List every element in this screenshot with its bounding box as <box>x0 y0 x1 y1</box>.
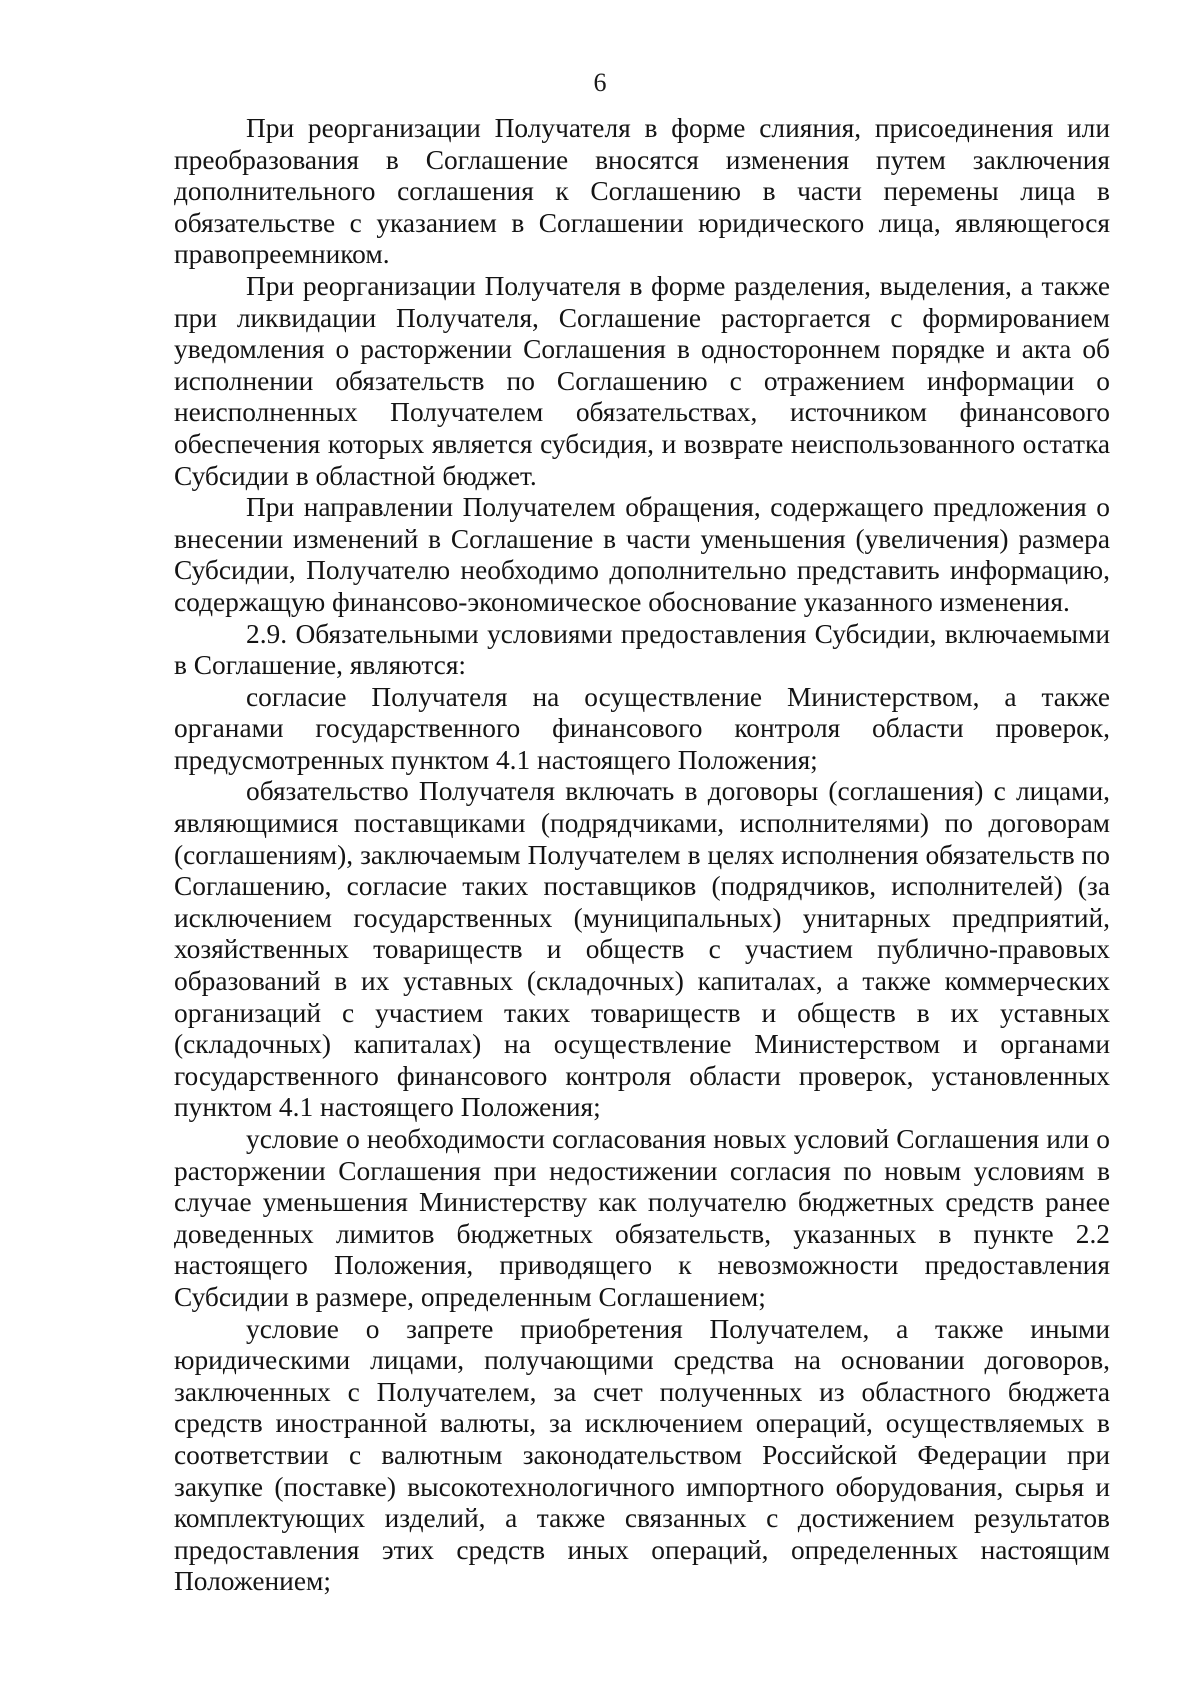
paragraph-new-conditions: условие о необходимости согласования новых условий Соглашения или о расторжении Соглашения при недостижении согласия по новым условиям в случае уменьшения Министерству как получателю бюджетных средств ранее доведенных лимитов бюджетных обязательств, указанных в пункте 2.2 настоящего Положения, приводящего к невозможности предоставления Субсидии в размере, определенным Соглашением; <box>174 1124 1110 1312</box>
paragraph-currency-prohibition: условие о запрете приобретения Получателем, а также иными юридическими лицами, получающими средства на основании договоров, заключенных с Получателем, за счет полученных из областного бюджета средств иностранной валюты, за исключением операций, осуществляемых в соответствии с валютным законодательством Российской Федерации при закупке (поставке) высокотехнологичного импортного оборудования, сырья и комплектующих изделий, а также связанных с достижением результатов предоставления этих средств иных операций, определенных настоящим Положением; <box>174 1313 1110 1597</box>
paragraph-section-2-9: 2.9. Обязательными условиями предоставления Субсидии, включаемыми в Соглашение, являются: <box>174 618 1110 681</box>
paragraph-consent-inspections: согласие Получателя на осуществление Министерством, а также органами государственного финансового контроля области проверок, предусмотренных пунктом 4.1 настоящего Положения; <box>174 681 1110 775</box>
paragraph-reorganization-merger: При реорганизации Получателя в форме слияния, присоединения или преобразования в Соглашение вносятся изменения путем заключения дополнительного соглашения к Соглашению в части перемены лица в обязательстве с указанием в Соглашении юридического лица, являющегося правопреемником. <box>174 113 1110 270</box>
paragraph-reorganization-division: При реорганизации Получателя в форме разделения, выделения, а также при ликвидации Получателя, Соглашение расторгается с формированием уведомления о расторжении Соглашения в одностороннем порядке и акта об исполнении обязательств по Соглашению с отражением информации о неисполненных Получателем обязательствах, источником финансового обеспечения которых является субсидия, и возврате неиспользованного остатка Субсидии в областной бюджет. <box>174 270 1110 491</box>
page-number: 6 <box>593 68 607 97</box>
paragraph-subsidy-change-request: При направлении Получателем обращения, содержащего предложения о внесении изменений в Соглашение в части уменьшения (увеличения) размера Субсидии, Получателю необходимо дополнительно представить информацию, содержащую финансово-экономическое обоснование указанного изменения. <box>174 492 1110 617</box>
document-body <box>174 113 1110 1598</box>
paragraph-supplier-obligation: обязательство Получателя включать в договоры (соглашения) с лицами, являющимися поставщиками (подрядчиками, исполнителями) по договорам (соглашениям), заключаемым Получателем в целях исполнения обязательств по Соглашению, согласие таких поставщиков (подрядчиков, исполнителей) (за исключением государственных (муниципальных) унитарных предприятий, хозяйственных товариществ и обществ с участием публично-правовых образований в их уставных (складочных) капиталах, а также коммерческих организаций с участием таких товариществ и обществ в их уставных (складочных) капиталах) на осуществление Министерством и органами государственного финансового контроля области проверок, установленных пунктом 4.1 настоящего Положения; <box>174 776 1110 1123</box>
